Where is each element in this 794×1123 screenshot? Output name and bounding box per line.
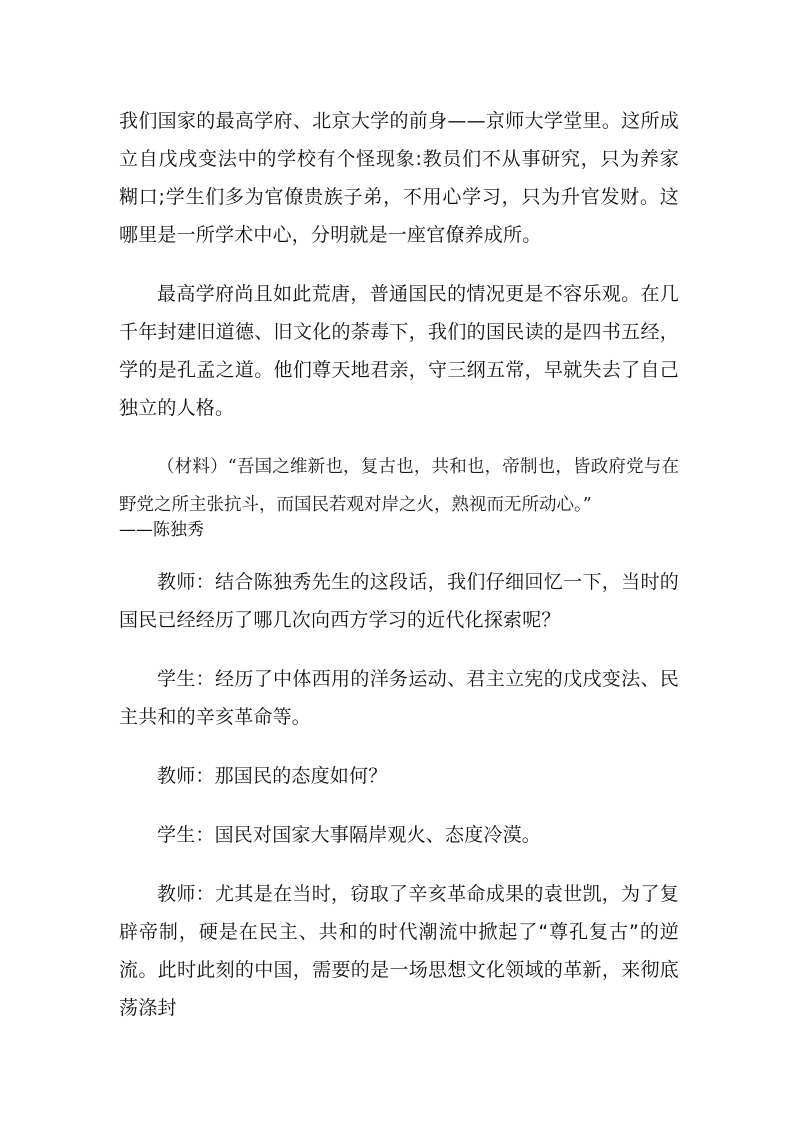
dialogue-teacher-1: 教师：结合陈独秀先生的这段话，我们仔细回忆一下，当时的国民已经经历了哪几次向西方学习的近代化探索呢？ [119,571,679,631]
dialogue-teacher-3: 教师：尤其是在当时，窃取了辛亥革命成果的袁世凯，为了复辟帝制，硬是在民主、共和的时代潮流中掀起了“尊孔复古”的逆流。此时此刻的中国，需要的是一场思想文化领域的革新，来彻底荡涤封 [119,883,679,1019]
quote-chen-duxiu: （材料）“吾国之维新也，复古也，共和也，帝制也，皆政府党与在野党之所主张抗斗，而国民若观对岸之火，熟视而无所动心。” [119,457,679,515]
dialogue-student-2: 学生：国民对国家大事隔岸观火、态度冷漠。 [157,824,542,846]
quote-author: ——陈独秀 [119,520,204,540]
paragraph-peking-university: 我们国家的最高学府、北京大学的前身——京师大学堂里。这所成立自戊戌变法中的学校有个怪现象:教员们不从事研究，只为养家糊口;学生们多为官僚贵族子弟，不用心学习，只为升官发财。这哪里是一所学术中心，分明就是一座官僚养成所。 [119,110,679,246]
dialogue-teacher-2: 教师：那国民的态度如何？ [157,765,388,787]
dialogue-student-1: 学生：经历了中体西用的洋务运动、君主立宪的戊戌变法、民主共和的辛亥革命等。 [119,668,679,728]
document-page [119,102,679,1027]
paragraph-citizens-situation: 最高学府尚且如此荒唐，普通国民的情况更是不容乐观。在几千年封建旧道德、旧文化的荼毒下，我们的国民读的是四书五经，学的是孔孟之道。他们尊天地君亲，守三纲五常，早就失去了自己独立的人格。 [119,283,679,419]
